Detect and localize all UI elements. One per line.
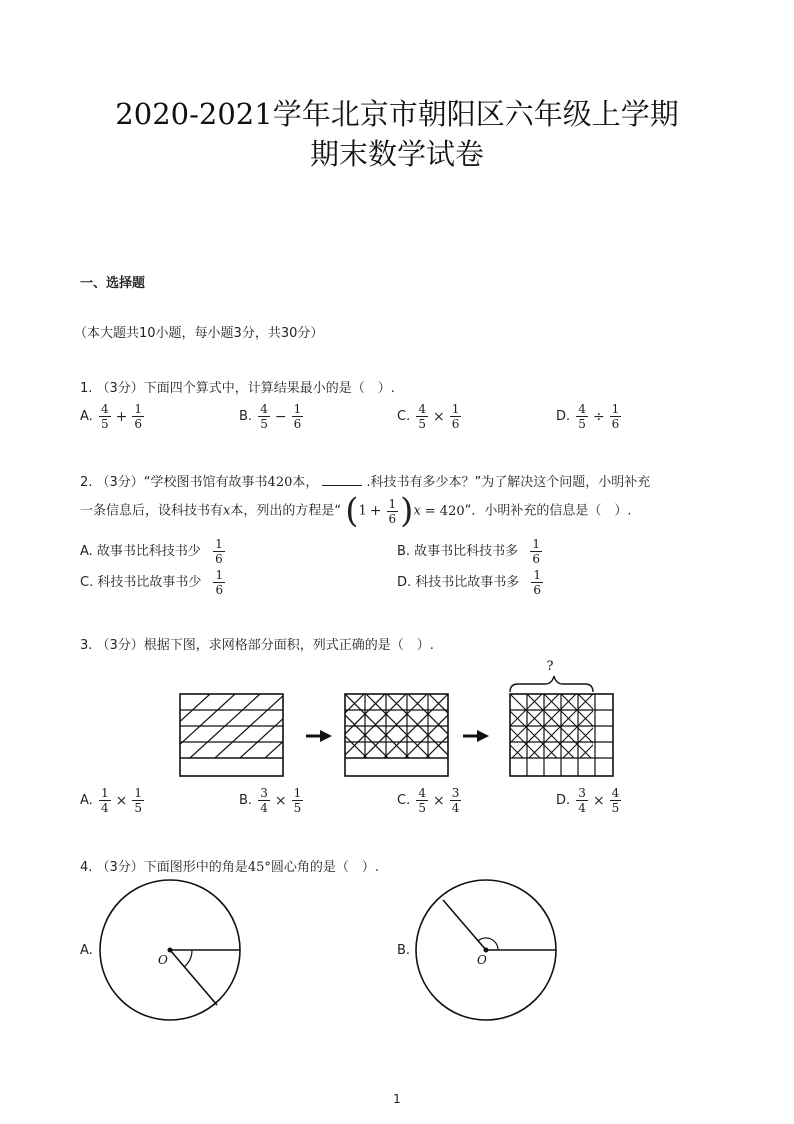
denominator: 6 — [215, 583, 224, 597]
numerator: 1 — [215, 568, 224, 582]
left-paren: ( — [345, 491, 359, 531]
fraction — [531, 568, 543, 597]
fraction — [416, 402, 428, 431]
eq-x: x — [413, 503, 421, 519]
eq-rest: = 420 — [424, 503, 465, 519]
numerator: 3 — [451, 786, 460, 800]
fraction — [132, 786, 144, 815]
question-4-circle-a — [96, 878, 246, 1028]
question-1-stem: 1. （3分）下面四个算式中，计算结果最小的是（ ）. — [80, 381, 395, 396]
option-letter: A. — [80, 793, 93, 808]
numerator: 1 — [293, 402, 302, 416]
denominator: 5 — [578, 417, 586, 431]
section-heading: 一、选择题 — [80, 276, 146, 291]
option-letter: B. — [239, 409, 253, 424]
numerator: 1 — [293, 786, 302, 800]
numerator: 1 — [215, 537, 223, 551]
question-2-line-2 — [80, 491, 632, 531]
document-title-line1: 2020-2021学年北京市朝阳区六年级上学期 — [115, 97, 679, 131]
numerator: 3 — [578, 786, 586, 800]
eq-plus: + — [369, 503, 382, 519]
question-1-option-a — [80, 402, 146, 431]
fraction — [416, 786, 428, 815]
option-letter: C. — [397, 793, 411, 808]
operator: + — [115, 408, 128, 425]
numerator: 1 — [100, 786, 109, 800]
denominator: 6 — [533, 583, 542, 597]
fraction — [530, 537, 542, 566]
numerator: 1 — [533, 568, 542, 582]
numerator: 4 — [100, 402, 109, 416]
question-3-option-a — [80, 786, 146, 815]
arrow-right-icon — [463, 730, 489, 742]
q2-text: ”．小明补充的信息是（ ）. — [464, 503, 632, 519]
denominator: 5 — [100, 417, 109, 431]
center-label: O — [158, 953, 168, 967]
option-text: D. 科技书比故事书多 — [397, 575, 520, 590]
question-1-option-c — [397, 402, 463, 431]
question-3-stem: 3. （3分）根据下图，求网格部分面积，列式正确的是（ ）. — [80, 638, 434, 653]
numerator: 1 — [134, 402, 142, 416]
fraction — [258, 402, 270, 431]
operator: × — [433, 792, 445, 809]
question-3-option-b — [239, 786, 305, 815]
option-letter: C. — [397, 409, 411, 424]
operator: × — [433, 408, 445, 425]
denominator: 5 — [418, 801, 426, 815]
q4-text: 圆心角的是（ ）. — [270, 860, 379, 875]
denominator: 4 — [100, 801, 109, 815]
denominator: 6 — [134, 417, 142, 431]
numerator: 1 — [451, 402, 460, 416]
center-label: O — [477, 953, 487, 967]
numerator: 1 — [611, 402, 620, 416]
question-3-figure — [170, 654, 630, 780]
option-text: A. 故事书比科技书少 — [80, 544, 201, 559]
numerator: 1 — [388, 496, 397, 511]
operator: × — [115, 792, 128, 809]
question-4-stem — [80, 856, 379, 875]
fraction — [450, 786, 462, 815]
numerator: 1 — [134, 786, 142, 800]
q2-text: 本，列出的方程是“ — [230, 503, 342, 519]
q4-degree: 45° — [247, 860, 271, 875]
numerator: 1 — [532, 537, 540, 551]
q2-number: 420 — [267, 475, 293, 490]
fraction — [292, 402, 304, 431]
q2-text: 2. （3分）“学校图书馆有故事书 — [80, 475, 268, 490]
page-number: 1 — [393, 1092, 401, 1106]
operator: × — [592, 792, 605, 809]
denominator: 5 — [611, 801, 620, 815]
numerator: 4 — [611, 786, 620, 800]
fraction — [292, 786, 304, 815]
option-letter: A. — [80, 409, 93, 424]
question-3-option-d — [556, 786, 623, 815]
option-letter: B. — [239, 793, 253, 808]
numerator: 4 — [578, 402, 586, 416]
numerator: 4 — [418, 786, 426, 800]
fraction — [610, 786, 622, 815]
question-4-option-b-label: B. — [397, 943, 411, 958]
arrow-right-icon — [306, 730, 332, 742]
fraction — [610, 402, 622, 431]
q4-text: 4. （3分）下面图形中的角是 — [80, 860, 248, 875]
denominator: 4 — [578, 801, 586, 815]
numerator: 3 — [260, 786, 268, 800]
numerator: 4 — [260, 402, 268, 416]
right-paren: ) — [400, 491, 414, 531]
question-1-option-b — [239, 402, 305, 431]
denominator: 6 — [215, 552, 223, 566]
fraction — [213, 568, 225, 597]
denominator: 6 — [451, 417, 460, 431]
denominator: 5 — [134, 801, 142, 815]
denominator: 5 — [260, 417, 268, 431]
fraction — [213, 537, 225, 566]
answer-blank — [322, 474, 362, 486]
eq-one: 1 — [358, 503, 367, 519]
question-1-option-d — [556, 402, 623, 431]
fraction — [576, 402, 588, 431]
denominator: 4 — [451, 801, 460, 815]
question-2-option-c — [80, 568, 227, 597]
denominator: 6 — [388, 511, 397, 526]
fraction — [576, 786, 588, 815]
question-3-option-c — [397, 786, 463, 815]
denominator: 5 — [418, 417, 426, 431]
operator: × — [274, 792, 287, 809]
question-2-line-1 — [80, 471, 650, 490]
q2-text: .科技书有多少本？”为了解决这个问题，小明补充 — [366, 475, 651, 490]
option-letter: D. — [556, 793, 571, 808]
q2-text: 本， — [292, 475, 319, 490]
numerator: 4 — [418, 402, 426, 416]
denominator: 5 — [293, 801, 302, 815]
section-note: （本大题共10小题，每小题3分，共30分） — [74, 326, 324, 341]
figure-3-rectangle — [459, 659, 630, 776]
question-2-option-d — [397, 568, 545, 597]
document-title-line2: 期末数学试卷 — [309, 137, 484, 171]
fraction — [450, 402, 462, 431]
fraction — [132, 402, 144, 431]
denominator: 6 — [532, 552, 540, 566]
question-2-option-a — [80, 537, 227, 566]
question-4-circle-b — [414, 878, 564, 1028]
denominator: 6 — [611, 417, 620, 431]
question-2-option-b — [397, 537, 544, 566]
curly-brace — [510, 676, 593, 692]
denominator: 4 — [260, 801, 268, 815]
variable-x: x — [223, 503, 231, 519]
operator: ÷ — [592, 408, 605, 425]
question-4-option-a-label: A. — [80, 943, 93, 958]
question-mark-label: ? — [546, 659, 554, 674]
option-text: C. 科技书比故事书少 — [80, 575, 202, 590]
option-text: B. 故事书比科技书多 — [397, 544, 519, 559]
operator: − — [274, 408, 287, 425]
fraction — [99, 786, 111, 815]
q2-text: 一条信息后，设科技书有 — [80, 503, 224, 519]
option-letter: D. — [556, 409, 571, 424]
denominator: 6 — [293, 417, 302, 431]
fraction — [258, 786, 270, 815]
fraction — [99, 402, 111, 431]
fraction — [387, 497, 399, 526]
